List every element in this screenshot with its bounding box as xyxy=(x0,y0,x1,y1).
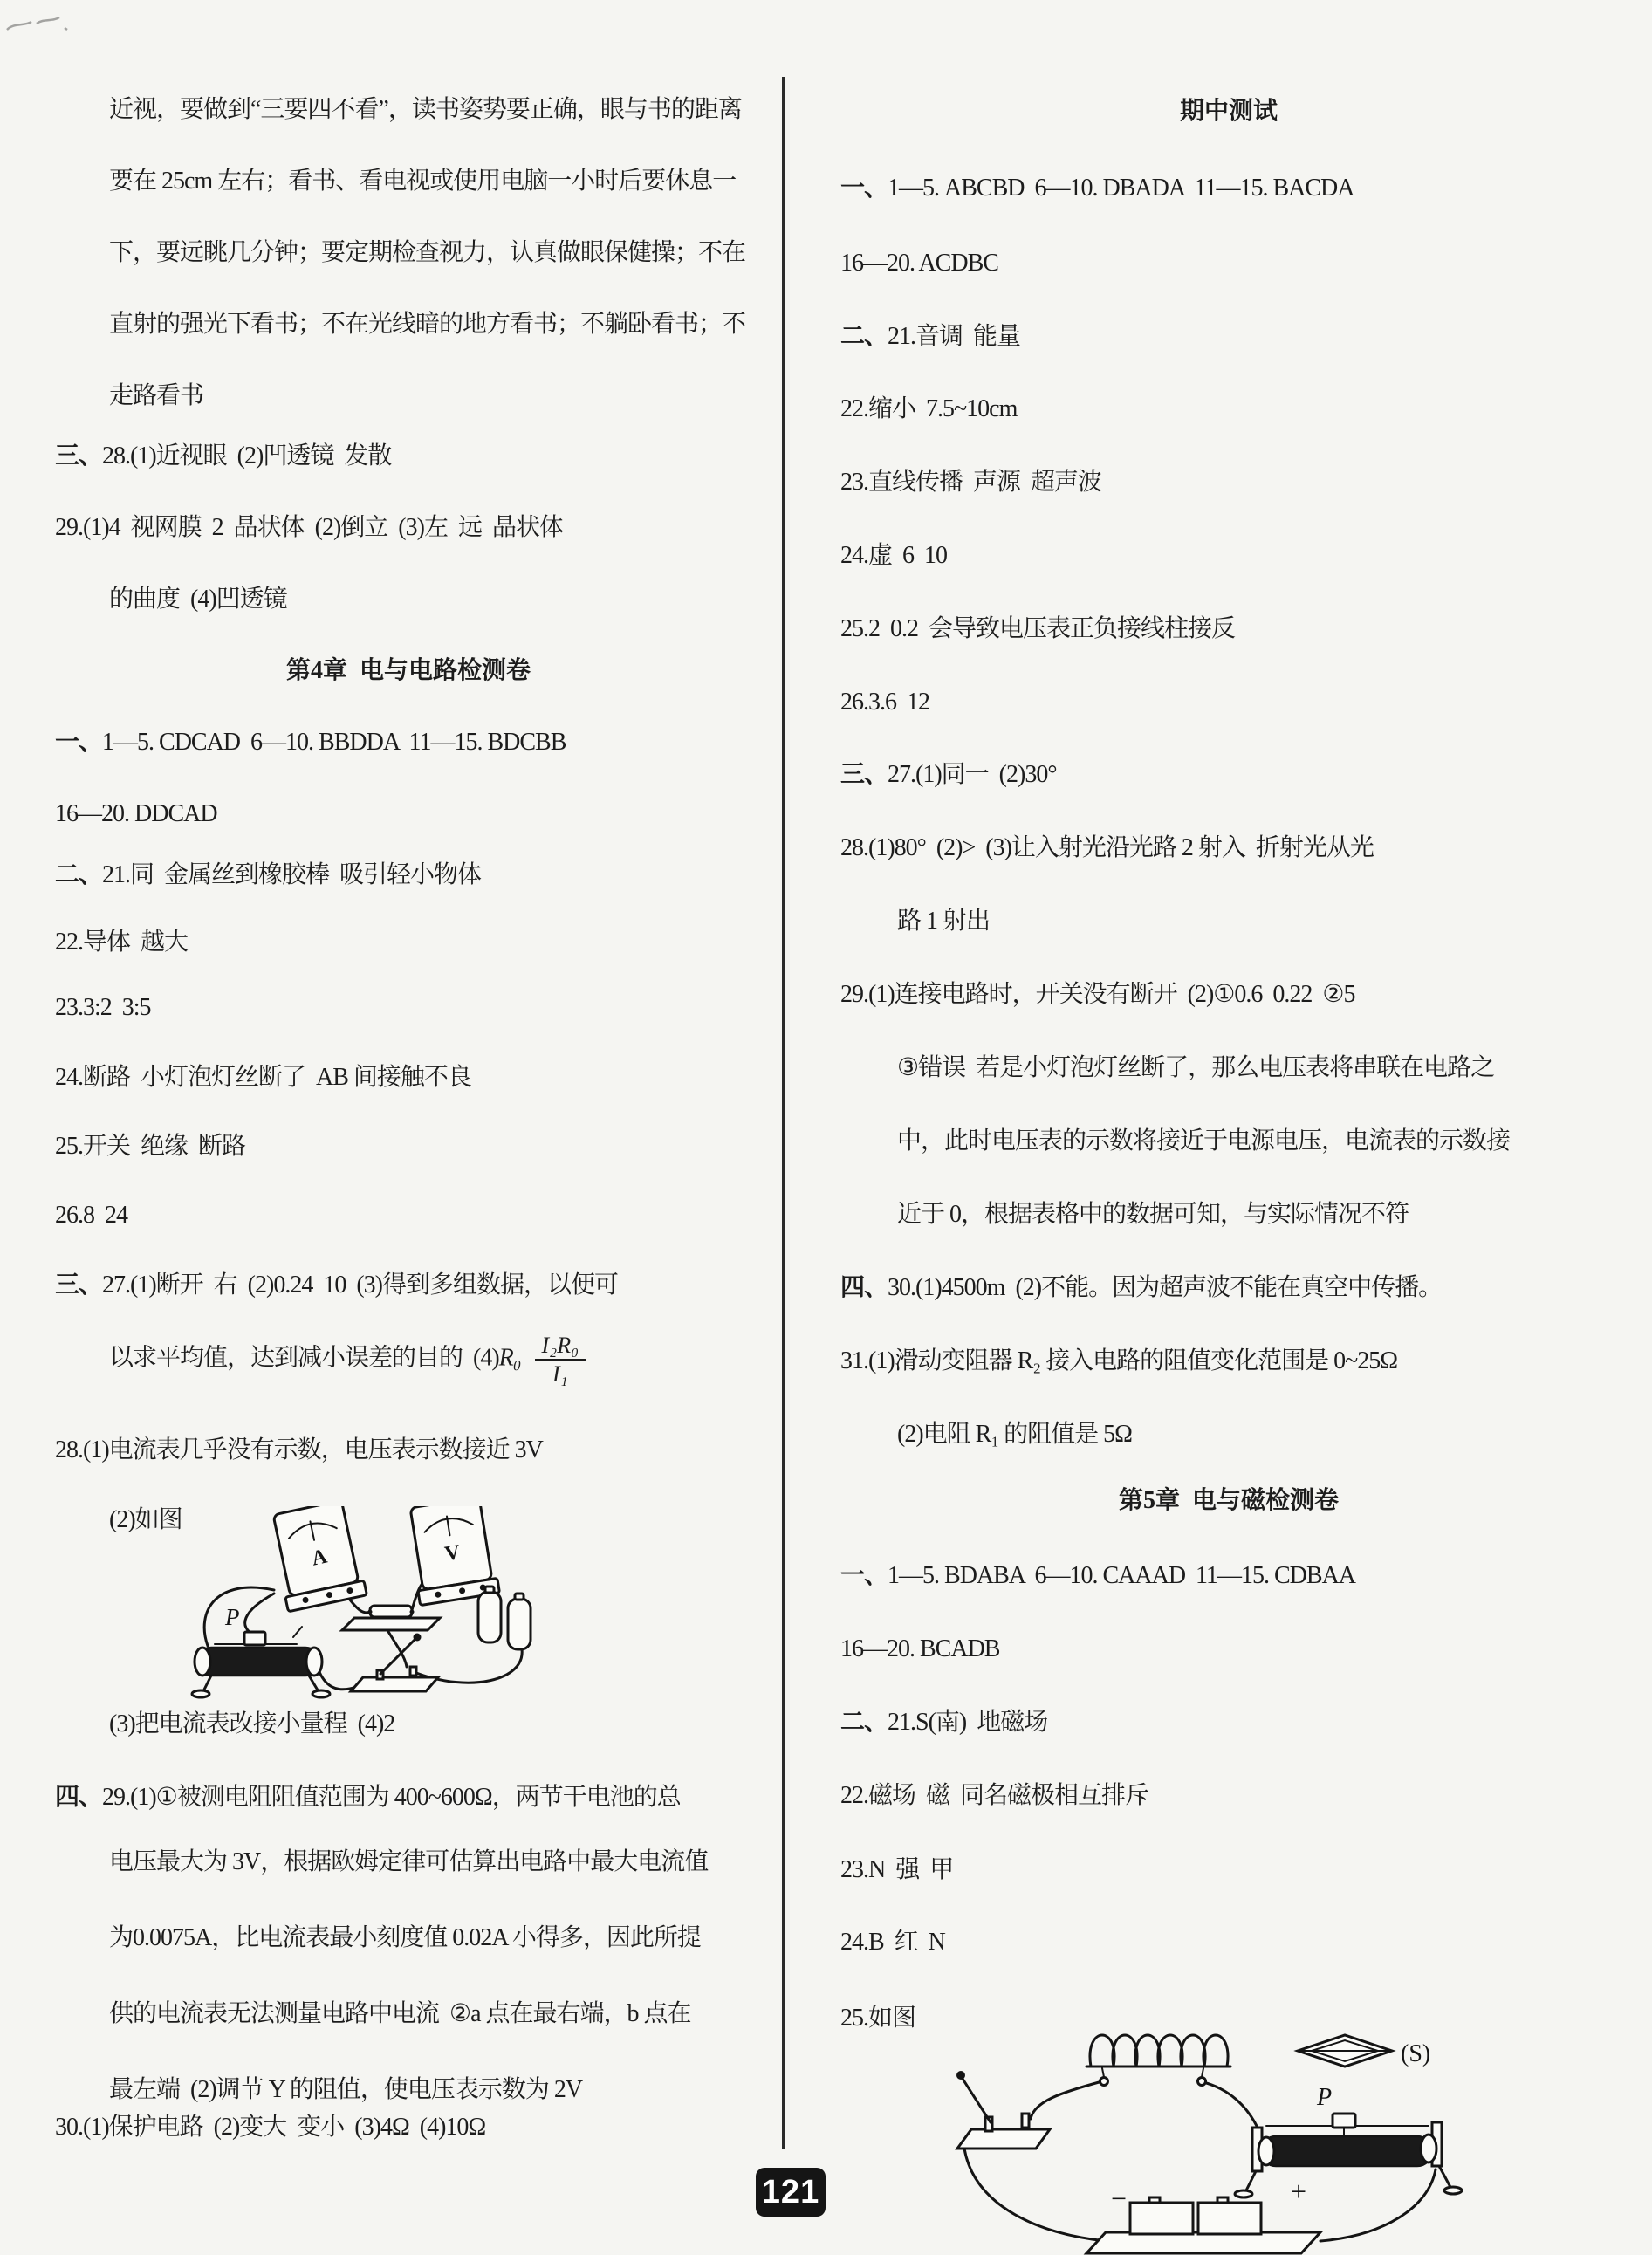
circuit-diagram-meters xyxy=(190,1506,574,1703)
answer-line: 一、1—5. CDCAD 6—10. BBDDA 11—15. BDCBB xyxy=(55,729,566,756)
section-marker: 一、 xyxy=(55,729,103,756)
answer-line: 二、21.音调 能量 xyxy=(840,323,1021,350)
resistance-symbol: R₀ xyxy=(498,1344,521,1372)
answer-line: 29.(1)连接电路时，开关没有断开 (2)①0.6 0.22 ②5 xyxy=(840,981,1355,1008)
battery-cells xyxy=(478,1587,531,1649)
section-marker: 四、 xyxy=(55,1784,103,1811)
answer-line: 最左端 (2)调节 Y 的阻值，使电压表示数为 2V xyxy=(109,2076,583,2103)
answer-line: 16—20. DDCAD xyxy=(55,800,217,827)
section-marker: 二、 xyxy=(55,861,103,888)
answer-line: 22.缩小 7.5~10cm xyxy=(840,395,1018,422)
answer-line: 近视，要做到“三要四不看”，读书姿势要正确，眼与书的距离 xyxy=(109,96,742,123)
answer-line: 16—20. ACDBC xyxy=(840,250,998,277)
chapter-heading: 第5章 电与磁检测卷 xyxy=(1118,1487,1339,1514)
answer-line: 30.(1)保护电路 (2)变大 变小 (3)4Ω (4)10Ω xyxy=(55,2114,486,2141)
circuit-diagram-solenoid xyxy=(947,1998,1497,2255)
answer-line: 四、29.(1)①被测电阻阻值范围为 400~600Ω，两节干电池的总 xyxy=(55,1784,681,1811)
test-heading: 期中测试 xyxy=(1179,98,1278,125)
resistor xyxy=(342,1606,440,1630)
rheostat xyxy=(192,1627,330,1697)
answer-line: 24.断路 小灯泡灯丝断了 AB 间接触不良 xyxy=(55,1064,471,1091)
answer-line: 28.(1)80° (2)> (3)让入射光沿光路 2 射入 折射光从光 xyxy=(840,834,1374,861)
rheostat xyxy=(1235,2114,1462,2197)
answer-line: 24.虚 6 10 xyxy=(840,542,948,569)
pen-mark xyxy=(2,7,80,51)
svg-text:A: A xyxy=(309,1545,330,1571)
ammeter xyxy=(268,1506,367,1612)
answer-line: ③错误 若是小灯泡灯丝断了，那么电压表将串联在电路之 xyxy=(897,1054,1495,1081)
south-label: (S) xyxy=(1401,2040,1431,2067)
answer-line: 供的电流表无法测量电路中电流 ②a 点在最右端，b 点在 xyxy=(109,2000,691,2027)
answer-line: 25.如图 xyxy=(840,2005,916,2032)
plus-terminal-label: + xyxy=(1291,2176,1307,2207)
answer-line: 28.(1)电流表几乎没有示数，电压表示数接近 3V xyxy=(55,1436,543,1463)
answer-line: (2)如图 xyxy=(109,1506,182,1533)
answer-line: 的曲度 (4)凹透镜 xyxy=(109,586,287,613)
answer-line: 二、21.同 金属丝到橡胶棒 吸引轻小物体 xyxy=(55,861,482,888)
chapter-heading: 第4章 电与电路检测卷 xyxy=(285,657,531,684)
section-marker: 二、 xyxy=(840,1709,888,1736)
answer-line: (3)把电流表改接小量程 (4)2 xyxy=(109,1710,395,1738)
answer-line: 下，要远眺几分钟；要定期检查视力，认真做眼保健操；不在 xyxy=(109,239,746,266)
answer-line: 为0.0075A，比电流表最小刻度值 0.02A 小得多，因此所提 xyxy=(109,1924,701,1951)
answer-line: 25.2 0.2 会导致电压表正负接线柱接反 xyxy=(840,615,1236,642)
answer-line: 26.8 24 xyxy=(55,1202,127,1229)
section-marker: 一、 xyxy=(840,175,888,202)
fraction: $\frac{\text{I₂R₀}}{\text{I₁}}$ xyxy=(535,1333,586,1387)
answer-line: 四、30.(1)4500m (2)不能。因为超声波不能在真空中传播。 xyxy=(840,1274,1443,1301)
answer-line: 近于 0，根据表格中的数据可知，与实际情况不符 xyxy=(897,1201,1409,1228)
answer-line: 直射的强光下看书；不在光线暗的地方看书；不躺卧看书；不 xyxy=(109,311,746,338)
answer-line: (2)电阻 R₁ 的阻值是 5Ω xyxy=(897,1421,1132,1448)
answer-line: 25.开关 绝缘 断路 xyxy=(55,1133,246,1160)
answer-line: 22.磁场 磁 同名磁极相互排斥 xyxy=(840,1782,1149,1809)
answer-line: 26.3.6 12 xyxy=(840,689,929,716)
answer-line: 一、1—5. ABCBD 6—10. DBADA 11—15. BACDA xyxy=(840,175,1354,202)
section-marker: 三、 xyxy=(840,761,888,788)
page-number-badge: 121 xyxy=(756,2168,826,2217)
answer-line: 23.3:2 3:5 xyxy=(55,994,151,1021)
answer-line: 一、1—5. BDABA 6—10. CAAAD 11—15. CDBAA xyxy=(840,1562,1356,1589)
answer-line: 23.N 强 甲 xyxy=(840,1856,954,1883)
minus-terminal-label: − xyxy=(1111,2183,1128,2214)
section-marker: 四、 xyxy=(840,1274,888,1301)
answer-line: 电压最大为 3V，根据欧姆定律可估算出电路中最大电流值 xyxy=(109,1848,709,1875)
column-divider xyxy=(782,77,785,2149)
answer-line: 22.导体 越大 xyxy=(55,929,189,956)
answer-line: 要在 25cm 左右；看书、看电视或使用电脑一小时后要休息一 xyxy=(109,168,737,195)
answer-line-formula: 以求平均值，达到减小误差的目的 (4)R₀ $\frac{\text{I₂R₀}}{\text{I₁}}$ xyxy=(109,1333,586,1387)
answer-line: 三、27.(1)断开 右 (2)0.24 10 (3)得到多组数据，以便可 xyxy=(55,1271,618,1299)
svg-text:V: V xyxy=(442,1540,463,1566)
answer-line: 路 1 射出 xyxy=(897,908,991,935)
answer-line: 29.(1)4 视网膜 2 晶状体 (2)倒立 (3)左 远 晶状体 xyxy=(55,514,563,541)
section-marker: 三、 xyxy=(55,442,103,470)
answer-line: 中，此时电压表的示数将接近于电源电压，电流表的示数接 xyxy=(897,1128,1511,1155)
section-marker: 二、 xyxy=(840,323,888,350)
answer-line: 23.直线传播 声源 超声波 xyxy=(840,469,1102,496)
compass-needle xyxy=(1298,2035,1392,2067)
solenoid-coil xyxy=(1086,2035,1230,2086)
answer-line: 24.B 红 N xyxy=(840,1929,945,1956)
slider-label: P xyxy=(1317,2084,1333,2111)
slider-label: P xyxy=(225,1604,240,1630)
answer-line: 二、21.S(南) 地磁场 xyxy=(840,1709,1048,1736)
answer-line: 三、27.(1)同一 (2)30° xyxy=(840,761,1057,788)
answer-line: 走路看书 xyxy=(109,382,204,409)
answer-line: 31.(1)滑动变阻器 R₂ 接入电路的阻值变化范围是 0~25Ω xyxy=(840,1347,1398,1374)
section-marker: 一、 xyxy=(840,1562,888,1589)
answer-line: 16—20. BCADB xyxy=(840,1635,1000,1662)
section-marker: 三、 xyxy=(55,1271,103,1299)
answer-line: 三、28.(1)近视眼 (2)凹透镜 发散 xyxy=(55,442,392,470)
